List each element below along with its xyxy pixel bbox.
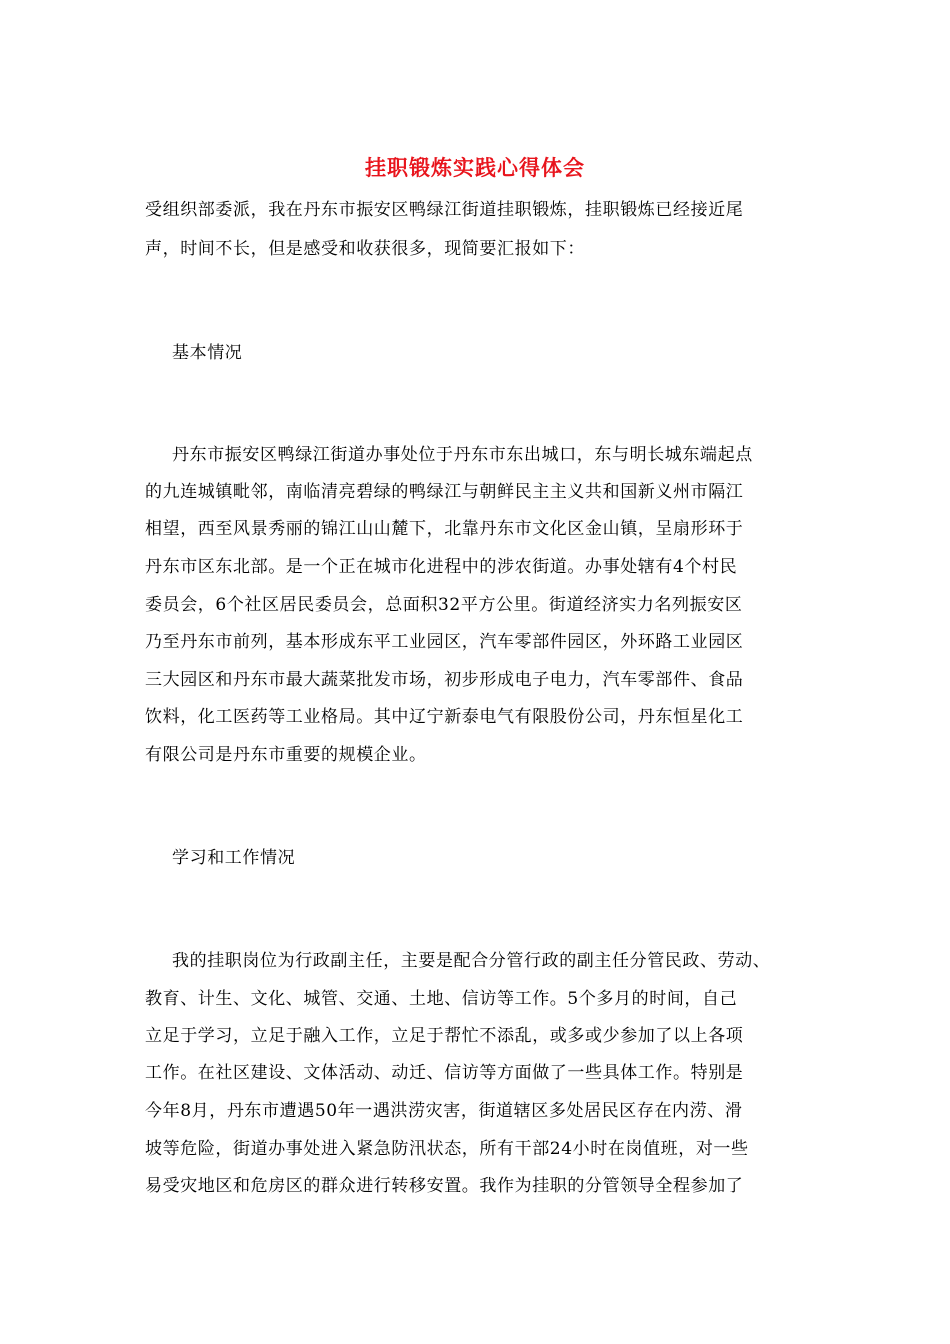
intro-line: 声，时间不长，但是感受和收获很多，现简要汇报如下： [145, 239, 585, 259]
document-title: 挂职锻炼实践心得体会 [365, 155, 585, 180]
paragraph-line: 易受灾地区和危房区的群众进行转移安置。我作为挂职的分管领导全程参加了 [145, 1176, 744, 1196]
intro-line: 受组织部委派，我在丹东市振安区鸭绿江街道挂职锻炼，挂职锻炼已经接近尾 [145, 200, 744, 220]
section-heading-work: 学习和工作情况 [172, 848, 296, 868]
paragraph-line: 工作。在社区建设、文体活动、动迁、信访等方面做了一些具体工作。特别是 [145, 1063, 744, 1083]
paragraph-line: 我的挂职岗位为行政副主任，主要是配合分管行政的副主任分管民政、劳动、 [172, 951, 771, 971]
paragraph-line: 的九连城镇毗邻，南临清亮碧绿的鸭绿江与朝鲜民主主义共和国新义州市隔江 [145, 482, 744, 502]
paragraph-line: 丹东市区东北部。是一个正在城市化进程中的涉农街道。办事处辖有4个村民 [145, 557, 738, 577]
paragraph-line: 乃至丹东市前列，基本形成东平工业园区，汽车零部件园区，外环路工业园区 [145, 632, 744, 652]
paragraph-line: 相望，西至风景秀丽的锦江山山麓下，北靠丹东市文化区金山镇，呈扇形环于 [145, 519, 744, 539]
paragraph-line: 坡等危险，街道办事处进入紧急防汛状态，所有干部24小时在岗值班，对一些 [145, 1139, 749, 1159]
paragraph-line: 三大园区和丹东市最大蔬菜批发市场，初步形成电子电力，汽车零部件、食品 [145, 670, 744, 690]
paragraph-line: 丹东市振安区鸭绿江街道办事处位于丹东市东出城口，东与明长城东端起点 [172, 445, 753, 465]
paragraph-line: 饮料，化工医药等工业格局。其中辽宁新泰电气有限股份公司，丹东恒星化工 [145, 707, 744, 727]
paragraph-line: 今年8月，丹东市遭遇50年一遇洪涝灾害，街道辖区多处居民区存在内涝、滑 [145, 1101, 743, 1121]
paragraph-line: 教育、计生、文化、城管、交通、土地、信访等工作。5个多月的时间，自己 [145, 989, 738, 1009]
paragraph-line: 委员会，6个社区居民委员会，总面积32平方公里。街道经济实力名列振安区 [145, 595, 743, 615]
section-heading-basic: 基本情况 [172, 343, 243, 363]
paragraph-line: 有限公司是丹东市重要的规模企业。 [145, 745, 427, 765]
paragraph-line: 立足于学习，立足于融入工作，立足于帮忙不添乱，或多或少参加了以上各项 [145, 1026, 744, 1046]
